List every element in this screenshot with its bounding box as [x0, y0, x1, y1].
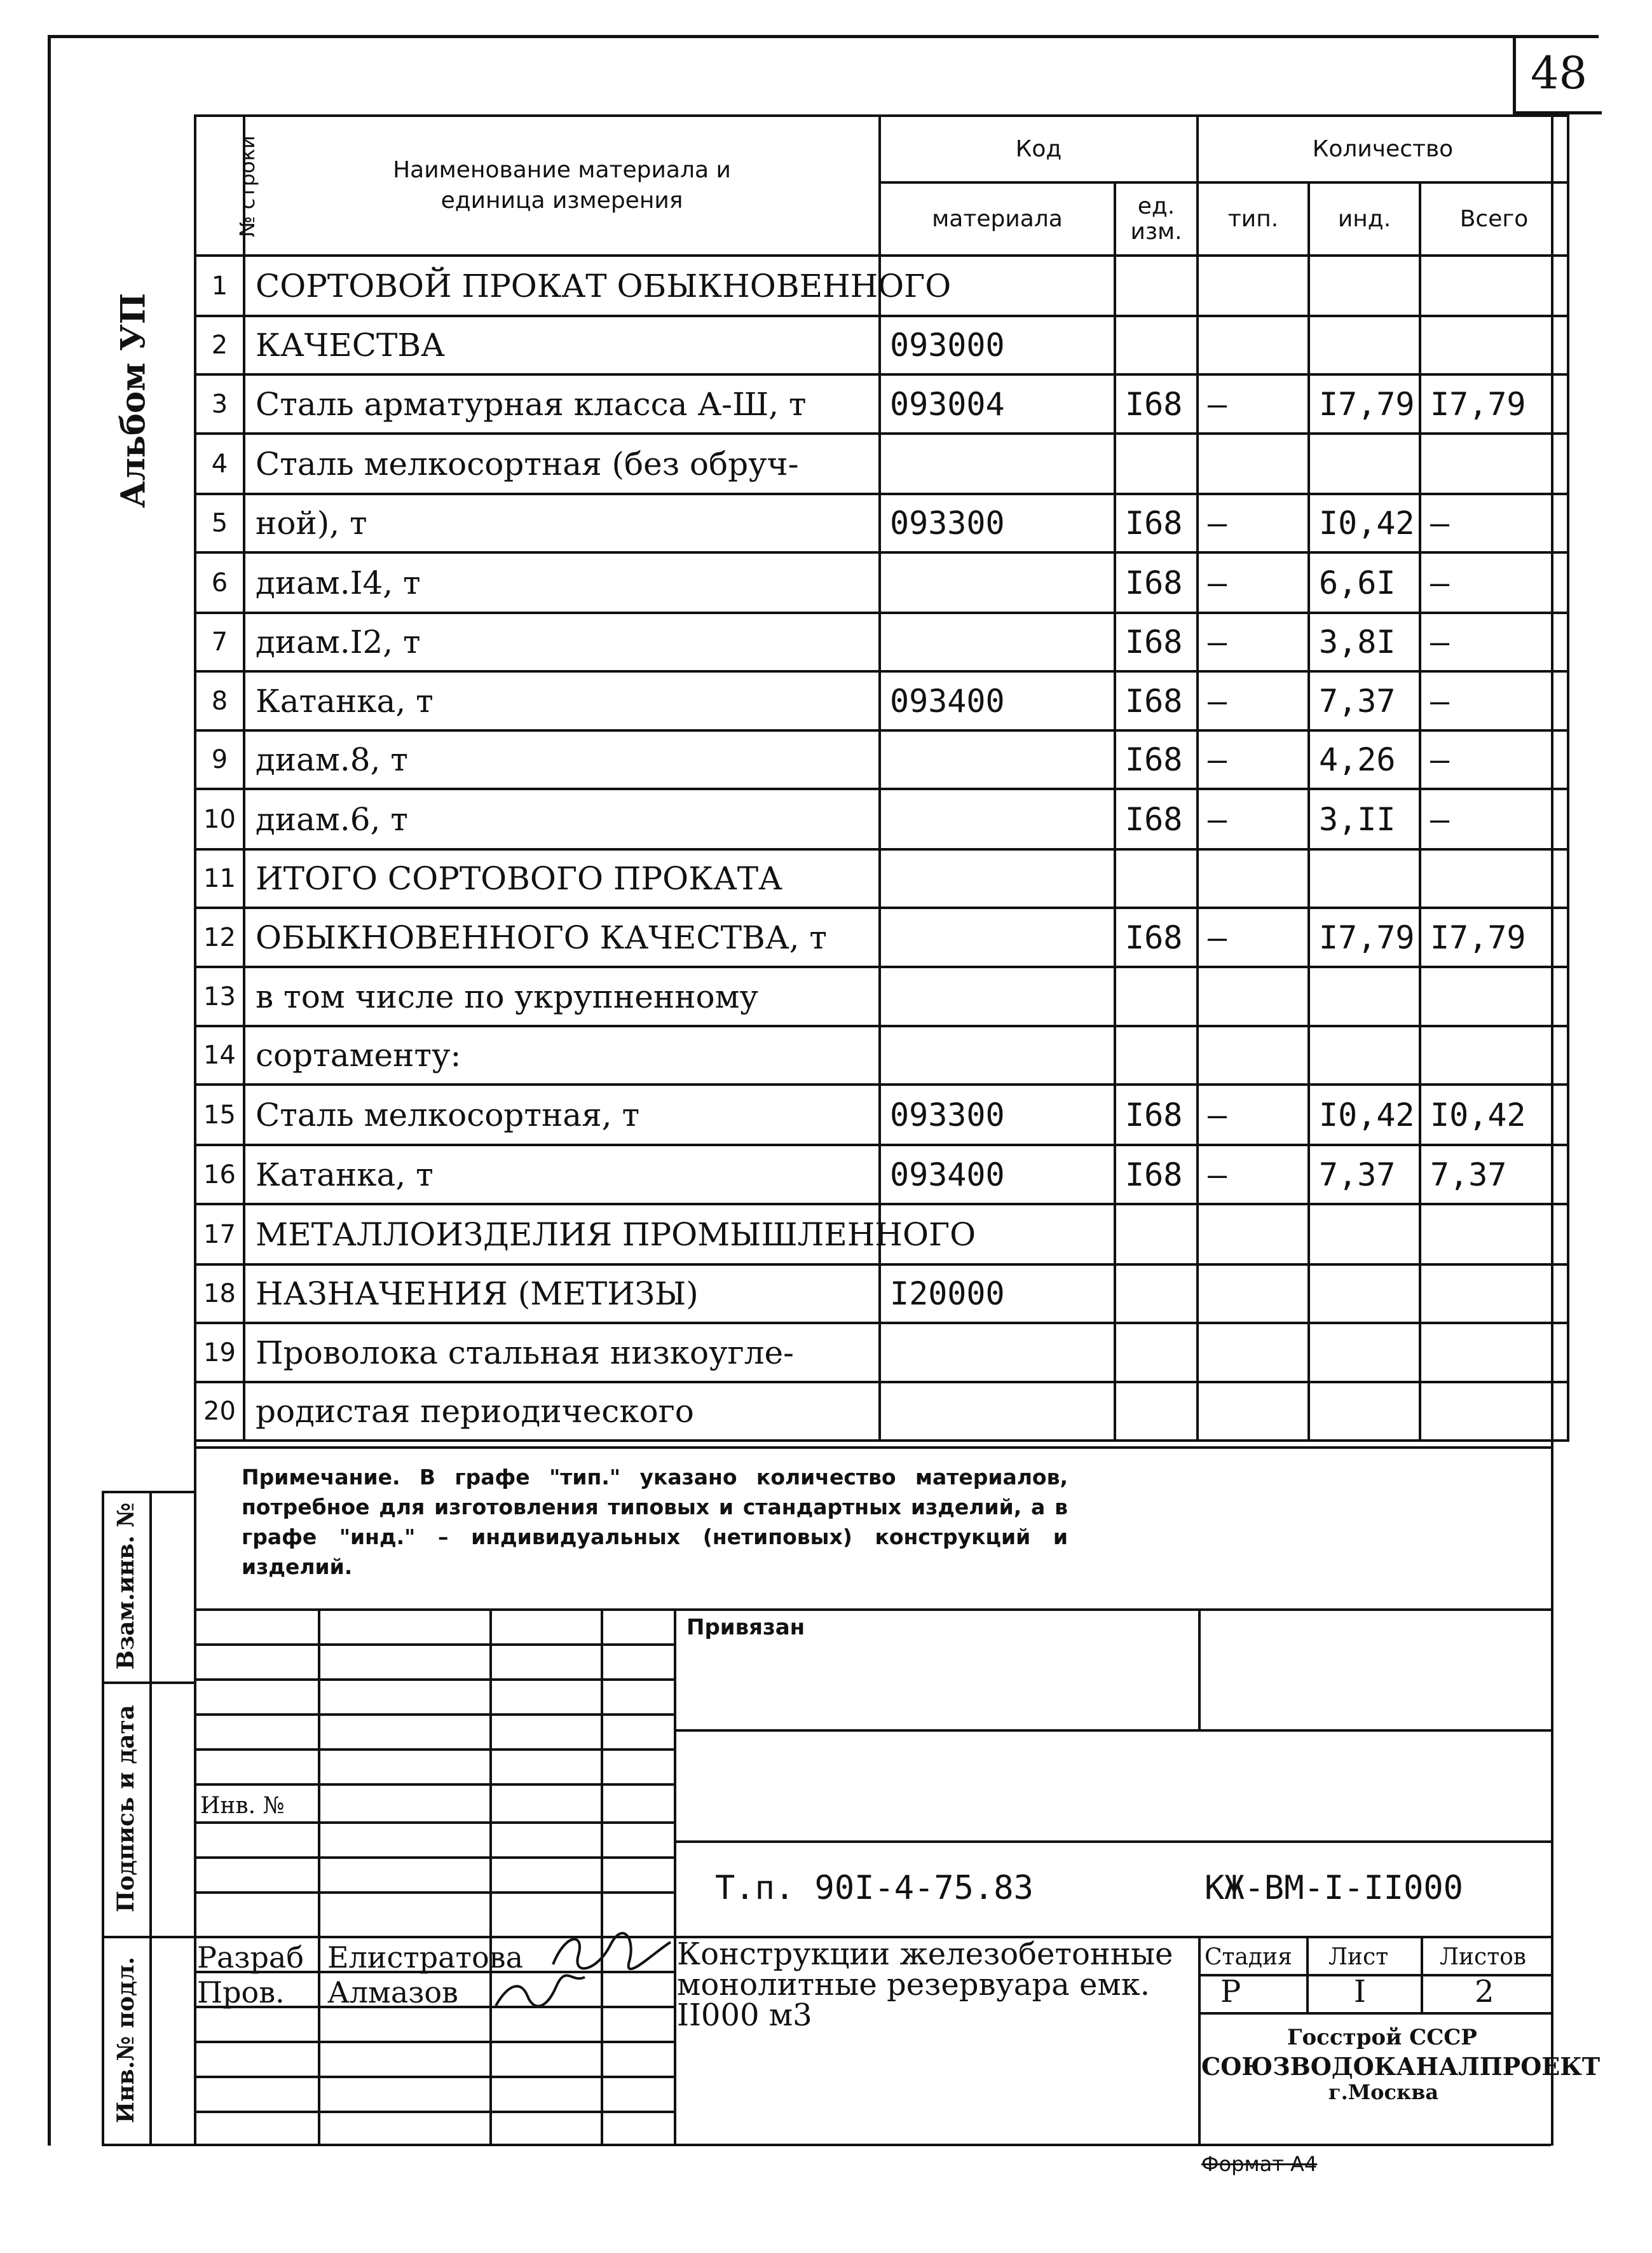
material-name: ИТОГО СОРТОВОГО ПРОКАТА — [244, 849, 880, 908]
materials-table — [194, 114, 1569, 1442]
qty-ind — [1309, 256, 1420, 316]
stamp-h-priv — [674, 1729, 1551, 1732]
row-number: 11 — [195, 849, 244, 908]
material-name: диам.8, т — [244, 730, 880, 789]
stamp-h-org — [1198, 2012, 1551, 2015]
material-code — [880, 730, 1115, 789]
stamp-name-2: Алмазов — [327, 1975, 458, 2010]
stamp-org-3: г.Москва — [1328, 2080, 1439, 2104]
qty-ind — [1309, 1026, 1420, 1085]
row-number: 17 — [195, 1204, 244, 1264]
qty-total — [1420, 1204, 1568, 1264]
stamp-privyazan: Привязан — [686, 1615, 805, 1640]
unit-code — [1115, 256, 1198, 316]
row-number: 5 — [195, 494, 244, 552]
stamp-h14 — [194, 2111, 674, 2113]
material-code: 093400 — [880, 671, 1115, 730]
table-row — [195, 1026, 1568, 1085]
unit-code: I68 — [1115, 789, 1198, 849]
unit-code — [1115, 967, 1198, 1026]
material-code — [880, 1323, 1115, 1382]
stamp-h2 — [194, 1678, 674, 1681]
material-code: 093000 — [880, 316, 1115, 374]
table-row — [195, 552, 1568, 613]
qty-total — [1420, 1026, 1568, 1085]
qty-typ — [1198, 1026, 1309, 1085]
signature-2 — [489, 1971, 591, 2015]
header-q-total: Всего — [1420, 182, 1568, 256]
material-code: 093300 — [880, 1085, 1115, 1145]
qty-ind: 6,6I — [1309, 552, 1420, 613]
material-name: Сталь мелкосортная, т — [244, 1085, 880, 1145]
material-code — [880, 552, 1115, 613]
qty-total: I7,79 — [1420, 908, 1568, 967]
label-vzam: Взам.инв. № — [112, 1502, 139, 1670]
material-code — [880, 1026, 1115, 1085]
stamp-v3 — [601, 1608, 603, 2146]
material-name: родистая периодического — [244, 1382, 880, 1441]
material-code: 093300 — [880, 494, 1115, 552]
unit-code: I68 — [1115, 1145, 1198, 1204]
stamp-list-label: Лист — [1328, 1944, 1389, 1970]
qty-ind: 7,37 — [1309, 1145, 1420, 1204]
unit-code — [1115, 1026, 1198, 1085]
qty-typ: – — [1198, 552, 1309, 613]
unit-code: I68 — [1115, 374, 1198, 434]
qty-typ: – — [1198, 789, 1309, 849]
qty-ind: I7,79 — [1309, 374, 1420, 434]
qty-typ — [1198, 434, 1309, 494]
stamp-org-2: СОЮЗВОДОКАНАЛПРОЕКТ — [1201, 2052, 1601, 2081]
table-row — [195, 1382, 1568, 1441]
table-row — [195, 908, 1568, 967]
line-note-bottom — [194, 1608, 1551, 1611]
qty-ind: I0,42 — [1309, 1085, 1420, 1145]
qty-total — [1420, 1323, 1568, 1382]
material-code: 093400 — [880, 1145, 1115, 1204]
qty-ind — [1309, 1323, 1420, 1382]
stamp-h5 — [194, 1783, 674, 1786]
table-row — [195, 256, 1568, 316]
material-name: диам.I4, т — [244, 552, 880, 613]
stamp-h6 — [194, 1821, 674, 1824]
header-code-unit: ед. изм. — [1115, 182, 1198, 256]
table-row — [195, 434, 1568, 494]
material-code — [880, 613, 1115, 671]
note: Примечание. В графе "тип." указано количество материалов, потребное для изготовления типовых и стандартных изделий, а в графе "инд." – индивидуальных (нетиповых) конструкций и изделий. — [242, 1465, 1068, 1579]
qty-typ — [1198, 256, 1309, 316]
qty-ind — [1309, 316, 1420, 374]
qty-typ: – — [1198, 908, 1309, 967]
stamp-h8 — [194, 1891, 674, 1894]
material-code — [880, 908, 1115, 967]
stamp-title: Конструкции железобетонные монолитные резервуара емк. II000 м3 — [677, 1936, 1173, 2033]
stamp-h1 — [194, 1643, 674, 1646]
unit-code: I68 — [1115, 613, 1198, 671]
stamp-v6 — [1198, 1936, 1201, 2144]
table-row — [195, 316, 1568, 374]
table-row — [195, 613, 1568, 671]
qty-total — [1420, 849, 1568, 908]
stamp-v5 — [1198, 1608, 1201, 1729]
row-number: 12 — [195, 908, 244, 967]
qty-typ — [1198, 1323, 1309, 1382]
material-name: Проволока стальная низкоугле- — [244, 1323, 880, 1382]
qty-ind — [1309, 1382, 1420, 1441]
stamp-h3 — [194, 1713, 674, 1716]
stamp-listov-label: Листов — [1440, 1944, 1527, 1970]
material-code: 093004 — [880, 374, 1115, 434]
line-note-top — [194, 1446, 1551, 1449]
material-name: сортаменту: — [244, 1026, 880, 1085]
stamp-h12 — [194, 2041, 674, 2043]
material-name: Катанка, т — [244, 671, 880, 730]
material-code: I20000 — [880, 1264, 1115, 1323]
qty-typ: – — [1198, 1145, 1309, 1204]
material-name: Сталь арматурная класса А-Ш, т — [244, 374, 880, 434]
unit-code: I68 — [1115, 494, 1198, 552]
qty-ind: 3,II — [1309, 789, 1420, 849]
unit-code — [1115, 1264, 1198, 1323]
table-row — [195, 1264, 1568, 1323]
unit-code — [1115, 434, 1198, 494]
stamp-bottom — [194, 2144, 1551, 2146]
qty-ind — [1309, 967, 1420, 1026]
stamp-h-tp — [674, 1840, 1551, 1843]
strip-bottom — [102, 2144, 194, 2146]
row-number: 3 — [195, 374, 244, 434]
unit-code: I68 — [1115, 671, 1198, 730]
header-quantity: Количество — [1198, 116, 1568, 182]
qty-typ — [1198, 849, 1309, 908]
qty-typ — [1198, 1382, 1309, 1441]
qty-typ — [1198, 1204, 1309, 1264]
qty-total: – — [1420, 789, 1568, 849]
table-row — [195, 374, 1568, 434]
unit-code: I68 — [1115, 552, 1198, 613]
unit-code: I68 — [1115, 908, 1198, 967]
label-inv-podl: Инв.№ подл. — [112, 1956, 139, 2123]
row-number: 18 — [195, 1264, 244, 1323]
qty-ind: 4,26 — [1309, 730, 1420, 789]
qty-typ — [1198, 1264, 1309, 1323]
header-q-typ: тип. — [1198, 182, 1309, 256]
materials-table-body — [195, 256, 1568, 1441]
stamp-stadia: Р — [1220, 1974, 1241, 2010]
material-name: МЕТАЛЛОИЗДЕЛИЯ ПРОМЫШЛЕННОГО — [244, 1204, 880, 1264]
stamp-h7 — [194, 1856, 674, 1859]
qty-total — [1420, 256, 1568, 316]
header-row-no: № строки — [195, 116, 244, 256]
table-row — [195, 1323, 1568, 1382]
qty-typ: – — [1198, 1085, 1309, 1145]
material-code — [880, 849, 1115, 908]
page-number: 48 — [1513, 35, 1602, 114]
qty-total — [1420, 434, 1568, 494]
stamp-v2 — [489, 1608, 492, 2146]
qty-total — [1420, 967, 1568, 1026]
label-podpis: Подпись и дата — [112, 1704, 139, 1913]
material-code — [880, 967, 1115, 1026]
qty-ind: 7,37 — [1309, 671, 1420, 730]
qty-ind — [1309, 849, 1420, 908]
unit-code: I68 — [1115, 1085, 1198, 1145]
qty-total: – — [1420, 730, 1568, 789]
unit-code — [1115, 1204, 1198, 1264]
header-name: Наименование материала и единица измерения — [244, 116, 880, 256]
row-number: 16 — [195, 1145, 244, 1204]
header-q-ind: инд. — [1309, 182, 1420, 256]
row-number: 8 — [195, 671, 244, 730]
header-code-material: материала — [880, 182, 1115, 256]
qty-total: – — [1420, 671, 1568, 730]
row-number: 2 — [195, 316, 244, 374]
table-row — [195, 1204, 1568, 1264]
row-number: 14 — [195, 1026, 244, 1085]
row-number: 15 — [195, 1085, 244, 1145]
table-row — [195, 671, 1568, 730]
qty-total: I0,42 — [1420, 1085, 1568, 1145]
row-number: 10 — [195, 789, 244, 849]
row-number: 9 — [195, 730, 244, 789]
qty-typ: – — [1198, 613, 1309, 671]
unit-code — [1115, 316, 1198, 374]
stamp-inv-no: Инв. № — [200, 1793, 285, 1819]
material-name: СОРТОВОЙ ПРОКАТ ОБЫКНОВЕННОГО — [244, 256, 880, 316]
qty-ind: I7,79 — [1309, 908, 1420, 967]
qty-typ: – — [1198, 374, 1309, 434]
row-number: 13 — [195, 967, 244, 1026]
qty-total: – — [1420, 613, 1568, 671]
stamp-role-2: Пров. — [197, 1975, 285, 2010]
stamp-stadia-label: Стадия — [1205, 1944, 1292, 1970]
unit-code — [1115, 849, 1198, 908]
format-label: Формат А4 — [1201, 2152, 1318, 2176]
qty-typ: – — [1198, 494, 1309, 552]
qty-total: – — [1420, 552, 1568, 613]
table-row — [195, 494, 1568, 552]
stamp-role-1: Разраб — [197, 1940, 304, 1975]
qty-ind — [1309, 1264, 1420, 1323]
table-row — [195, 1085, 1568, 1145]
material-name: КАЧЕСТВА — [244, 316, 880, 374]
table-row — [195, 1145, 1568, 1204]
qty-total: I7,79 — [1420, 374, 1568, 434]
table-row — [195, 789, 1568, 849]
material-name: в том числе по укрупненному — [244, 967, 880, 1026]
line-left-inner — [194, 114, 196, 2146]
qty-typ — [1198, 316, 1309, 374]
qty-total — [1420, 316, 1568, 374]
material-name: ной), т — [244, 494, 880, 552]
qty-total: – — [1420, 494, 1568, 552]
qty-ind — [1309, 434, 1420, 494]
table-row — [195, 730, 1568, 789]
album-label: Альбом УП — [114, 292, 153, 509]
row-number: 7 — [195, 613, 244, 671]
stamp-h-stadia — [1198, 1974, 1551, 1976]
stamp-doc-code: КЖ-ВМ-I-II000 — [1205, 1869, 1463, 1907]
material-name: диам.I2, т — [244, 613, 880, 671]
strip-mid — [149, 1491, 152, 2146]
material-name: НАЗНАЧЕНИЯ (МЕТИЗЫ) — [244, 1264, 880, 1323]
qty-typ: – — [1198, 730, 1309, 789]
table-row — [195, 849, 1568, 908]
material-name: Катанка, т — [244, 1145, 880, 1204]
unit-code: I68 — [1115, 730, 1198, 789]
signature-1 — [547, 1926, 674, 1977]
qty-ind — [1309, 1204, 1420, 1264]
stamp-list: I — [1354, 1974, 1366, 2010]
stamp-h13 — [194, 2076, 674, 2078]
qty-typ: – — [1198, 671, 1309, 730]
material-name: диам.6, т — [244, 789, 880, 849]
table-row — [195, 967, 1568, 1026]
stamp-v1 — [318, 1608, 320, 2146]
stamp-name-1: Елистратова — [327, 1940, 524, 1975]
unit-code — [1115, 1323, 1198, 1382]
qty-typ — [1198, 967, 1309, 1026]
qty-total — [1420, 1264, 1568, 1323]
row-number: 4 — [195, 434, 244, 494]
stamp-org-1: Госстрой СССР — [1287, 2025, 1477, 2050]
qty-ind: I0,42 — [1309, 494, 1420, 552]
material-name: Сталь мелкосортная (без обруч- — [244, 434, 880, 494]
stamp-h4 — [194, 1748, 674, 1751]
material-code — [880, 789, 1115, 849]
unit-code — [1115, 1382, 1198, 1441]
row-number: 6 — [195, 552, 244, 613]
qty-ind: 3,8I — [1309, 613, 1420, 671]
row-number: 19 — [195, 1323, 244, 1382]
stamp-listov: 2 — [1475, 1974, 1494, 2010]
row-number: 1 — [195, 256, 244, 316]
stamp-v4 — [674, 1608, 676, 2146]
stamp-tp: Т.п. 90I-4-75.83 — [715, 1869, 1034, 1907]
qty-total — [1420, 1382, 1568, 1441]
material-name: ОБЫКНОВЕННОГО КАЧЕСТВА, т — [244, 908, 880, 967]
row-number: 20 — [195, 1382, 244, 1441]
header-code: Код — [880, 116, 1198, 182]
material-code — [880, 1382, 1115, 1441]
material-code — [880, 434, 1115, 494]
qty-total: 7,37 — [1420, 1145, 1568, 1204]
